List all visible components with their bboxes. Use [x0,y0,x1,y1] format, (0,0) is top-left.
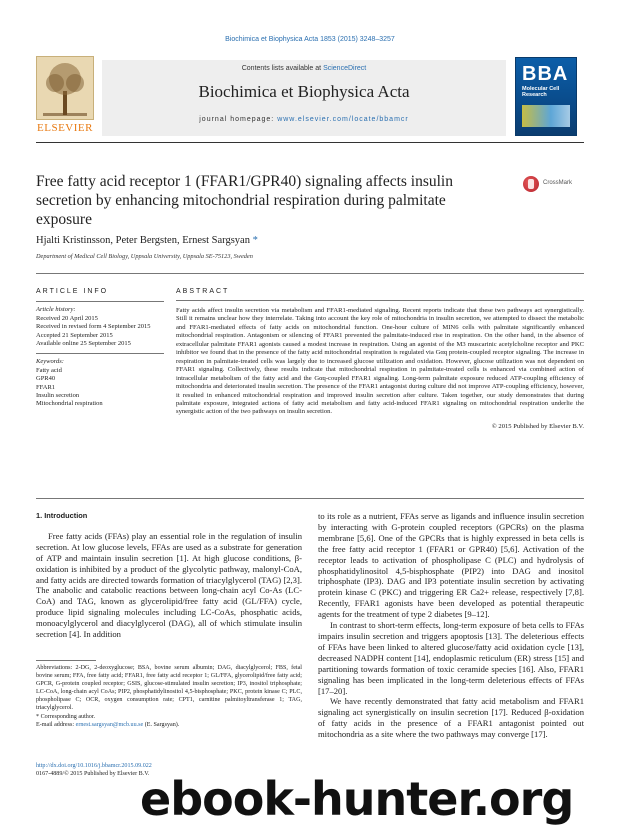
keywords-divider [36,353,164,354]
email-link[interactable]: ernest.sargsyan@mcb.uu.se [75,722,144,729]
email-suffix: (E. Sargsyan). [143,722,180,729]
footnotes [36,660,302,730]
journal-reference[interactable]: Biochimica et Biophysica Acta 1853 (2015) 3248–3257 [225,36,395,43]
history-item: Available online 25 September 2015 [36,340,131,348]
abstract-rule [36,498,584,499]
body-paragraph: We have recently demonstrated that fatty acid metabolism and FFAR1 signaling act synergistically on insulin secretion [17]. Reduced β-oxidation of fatty acids in the presence of a FFAR1 antagonist pointed out mitochondria as a site where the two pathways may converge [17]. [318,696,584,740]
keyword: Mitochondrial respiration [36,400,103,408]
crossmark-icon [523,176,539,192]
journal-title: Biochimica et Biophysica Acta [198,82,410,101]
history-item: Accepted 21 September 2015 [36,331,113,339]
article-info-divider [36,301,164,302]
cover-subtitle: Molecular Cell Research [522,86,560,99]
history-item: Received 20 April 2015 [36,314,98,322]
body-paragraph: Free fatty acids (FFAs) play an essential role in the regulation of insulin secretion. At low glucose levels, FFAs are used as a substrate for generation of ATP and maintain insulin secretion [1]. At high glucose conditions, β-oxidation is inhibited by a product of the glycolytic pathway, malonyl-CoA, and fatty acids are directed towards formation of triacylglycerol (TAG) [2,3]. The anabolic and catabolic reactions between long-chain acyl Co-As (LC-CoA) and TAG, known as glycerolipid/free fatty acid (GL/FFA) cycle, produce lipid signaling molecules including LC-CoAs, phosphatic acids, monoacylglycerol and diacylglycerol (DAG), all of which stimulate insulin secretion [4]. In addition [36,530,302,640]
doi-link[interactable]: http://dx.doi.org/10.1016/j.bbamcr.2015.09.022 [36,763,152,769]
elsevier-wordmark: ELSEVIER [37,122,93,134]
affiliation: Department of Medical Cell Biology, Uppsala University, Uppsala SE-75123, Sweden [36,253,253,260]
footnote-rule [36,660,96,661]
body-paragraph: In contrast to short-term effects, long-term exposure of beta cells to FFAs impairs insulin secretion and triggers apoptosis [13]. The deleterious effects of FFAs have been linked to altered glucose/fatty acid oxidation cycle [13], decreased NADPH content [14], endoplasmic reticulum (ER) stress [15] and partitioning towards formation of toxic ceramide species [16]. Also, FFAR1 signaling has been implicated in the long-term deleterious effects of FFAs [17–20]. [318,620,584,696]
homepage-line [102,116,506,123]
body-left-column [36,511,302,640]
article-info [36,288,164,409]
keywords-label: Keywords: [36,358,64,366]
corresponding-author-link[interactable]: * [252,235,258,246]
abstract-section [176,288,584,430]
section-heading: 1. Introduction [36,511,88,520]
author-names: Hjalti Kristinsson, Peter Bergsten, Ernest Sargsyan [36,235,250,246]
cover-artwork [522,105,570,127]
homepage-link[interactable]: www.elsevier.com/locate/bbamcr [277,116,409,123]
title-rule [36,273,584,274]
cover-title: BBA [522,63,569,85]
journal-cover-image [515,57,577,136]
homepage-prefix: journal homepage: [199,116,278,123]
article-title: Free fatty acid receptor 1 (FFAR1/GPR40) signaling affects insulin secretion by enhancing mitochondrial respiration during palmitate exposure [36,173,453,228]
article-info-heading: ARTICLE INFO [36,288,109,295]
keyword: GPR40 [36,375,56,383]
elsevier-tree-icon [36,56,94,120]
watermark-text: ebook-hunter.org [140,772,574,826]
keyword: Insulin secretion [36,392,80,400]
keyword: FFAR1 [36,383,56,391]
body-right-column [318,511,584,740]
history-label: Article history: [36,306,76,314]
keyword: Fatty acid [36,366,62,374]
email-prefix: E-mail address: [36,722,76,729]
author-list [36,235,584,246]
header-rule [36,142,584,143]
contents-prefix: Contents lists available at [241,65,324,72]
elsevier-logo [36,56,94,136]
copyright-notice: © 2015 Published by Elsevier B.V. [491,422,584,430]
abstract-divider [176,300,584,301]
issn-line: 0167-4889/© 2015 Published by Elsevier B.V. [36,770,150,777]
sciencedirect-link[interactable]: ScienceDirect [323,65,367,72]
corresponding-author-note: * Corresponding author. [36,714,96,721]
abbreviations-footnote: Abbreviations: 2-DG, 2-deoxyglucose; BSA, bovine serum albumin; DAG, diacylglycerol; FBS, fetal bovine serum; FFA, free fatty acid; FFAR1, free fatty acid receptor 1; GL/FFA, glycerolipid/free fatty acid; GPCR, G-protein coupled receptor; GSIS, glucose-stimulated insulin secretion; IP3, inositol triphosphate; LC-CoA, long-chain acyl CoAs; PIP2, phosphatidylinositol 4,5-bisphosphate; PKC, protein kinase C; PLC, phospholipase C; OCR, oxygen consumption rate; CPT1, carnitine palmitoyltransferase 1; TAG, triacylglycerol. [36,665,302,711]
abstract-text: Fatty acids affect insulin secretion via metabolism and FFAR1-mediated signaling. Recent reports indicate that these two pathways act synergistically. Still it remains unclear how they interrelate. Taking into account the key role of mitochondria in insulin secretion, we attempted to dissect the metabolic and FFAR1-mediated effects of fatty acids on mitochondrial function. One-hour culture of MIN6 cells with palmitate significantly enhanced mitochondrial respiration. Antagonism or silencing of FFAR1 prevented the palmitate-induced rise in respiration. On the other hand, in the absence of extracellular palmitate FFAR1 agonists caused a modest increase in respiration. Using an agonist of the M3 muscarinic acetylcholine receptor and PKC inhibitor we found that in the presence of the fatty acid mitochondrial respiration is regulated via Gαq protein-coupled receptor signaling. The increase in respiration in palmitate-treated cells was largely due to increased glucose utilization and oxidation. However, glucose utilization was not dependent on FFAR1 signaling. Collectively, these results indicate that mitochondrial respiration in palmitate-treated cells is enhanced via combined action of intracellular metabolism of the fatty acid and the Gαq-coupled FFAR1 signaling. Long-term palmitate exposure reduced ATP-coupling efficiency of mitochondria and deteriorated insulin secretion. The presence of the FFAR1 antagonist during culture did not improve ATP-coupling efficiency, however, it resulted in enhanced mitochondrial respiration and improved insulin secretion after culture. Taken together, our study demonstrates that during palmitate exposure, integrated actions of fatty acid metabolism and fatty acid-induced FFAR1 signaling on mitochondrial respiration underlie the synergistic action of the two pathways on insulin secretion. [176,307,584,416]
crossmark-badge[interactable] [523,175,593,195]
abstract-heading: ABSTRACT [176,288,230,295]
journal-header [102,60,506,136]
contents-line [102,65,506,72]
email-line [36,722,302,730]
crossmark-label: CrossMark [543,180,573,186]
body-paragraph: to its role as a nutrient, FFAs serve as ligands and influence insulin secretion by interacting with G-protein coupled receptors (GPCRs) on the plasma membrane [5,6]. One of the GPCRs that is highly expressed in beta cells is the free fatty acid receptor 1 (FFAR1 or GPR40) [5,6]. Activation of the receptor leads to activation of phospholipase C (PLC) and hydrolysis of phosphatidylinositol 4,5-bisphosphate (PIP2) into DAG and inositol triphosphate (IP3). DAG and IP3 potentiate insulin secretion by activating protein kinase C (PKC) and triggering ER Ca2+ release, respectively [7,8]. Recently, FFAR1 agonists have been developed as potential therapeutic agents for the treatment of type 2 diabetes [9–12]. [318,511,584,620]
history-item: Received in revised form 4 September 2015 [36,323,151,331]
